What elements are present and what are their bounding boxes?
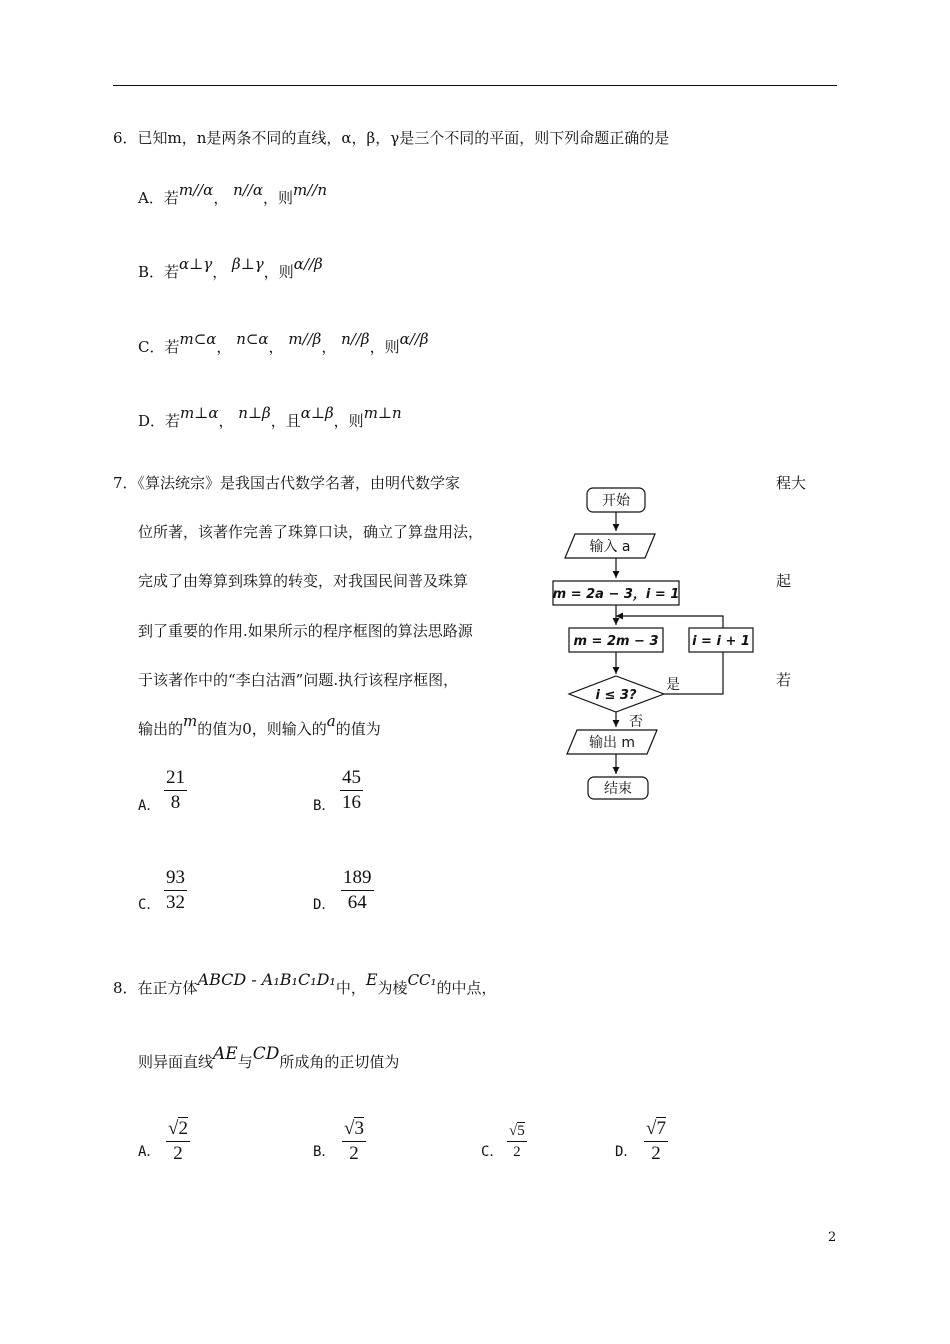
flow-update-i-text: i = i + 1	[692, 634, 750, 649]
q7-line-3: 完成了由筹算到珠算的转变，对我国民间普及珠算	[138, 572, 469, 590]
q7-option-a-label: A．	[138, 798, 161, 814]
q7-option-d-label: D．	[313, 897, 336, 913]
flow-end-text: 结束	[604, 781, 632, 797]
q7-option-a-fraction: $\frac{21}{8}$	[166, 767, 185, 813]
q6-option-d: D．若m⊥α， n⊥β，且α⊥β，则m⊥n	[138, 404, 402, 430]
flowchart	[545, 480, 765, 805]
q8-option-c-fraction: $\frac{√5}{2}$	[509, 1123, 525, 1160]
q8-option-d-fraction: $\frac{√7}{2}$	[646, 1118, 666, 1164]
q7-line-1: 7．《算法统宗》是我国古代数学名著，由明代数学家	[113, 474, 461, 492]
q8-line-2: 则异面直线AE与CD所成角的正切值为	[138, 1044, 400, 1071]
q6-stem: 6．已知m，n是两条不同的直线，α，β，γ是三个不同的平面，则下列命题正确的是	[113, 129, 670, 147]
flow-update-m-text: m = 2m − 3	[573, 634, 659, 649]
q8-option-c-label: C．	[481, 1144, 504, 1160]
flow-condition-text: i ≤ 3?	[595, 688, 637, 703]
q7-line-5-right: 若	[776, 671, 792, 689]
q7-line-6: 输出的m的值为0，则输入的a的值为	[138, 712, 381, 738]
flow-loop-back	[616, 616, 723, 628]
q8-option-d-label: D．	[615, 1144, 638, 1160]
q6-option-b: B．若α⊥γ， β⊥γ，则α//β	[138, 255, 323, 281]
q7-line-2: 位所著，该著作完善了珠算口诀，确立了算盘用法，	[138, 523, 484, 541]
q7-option-c-fraction: $\frac{93}{32}$	[166, 867, 185, 913]
flow-yes-label: 是	[666, 677, 680, 693]
flow-no-label: 否	[629, 714, 643, 730]
q8-option-b-fraction: $\frac{√3}{2}$	[344, 1118, 364, 1164]
q7-line-3-right: 起	[776, 572, 792, 590]
q8-line-1: 8．在正方体ABCD - A₁B₁C₁D₁中，E为棱CC₁的中点，	[113, 970, 497, 997]
q8-option-a-fraction: $\frac{√2}{2}$	[168, 1118, 188, 1164]
q6-option-c: C．若m⊂α， n⊂α， m//β， n//β，则α//β	[138, 330, 429, 356]
flow-start-text: 开始	[602, 493, 630, 509]
q7-line-5: 于该著作中的“李白沽酒”问题.执行该程序框图，	[138, 671, 459, 689]
q7-option-b-label: B．	[313, 798, 336, 814]
q8-option-b-label: B．	[313, 1144, 336, 1160]
q7-line-1-right: 程大	[776, 474, 807, 492]
q6-option-a: A．若m//α， n//α，则m//n	[138, 181, 328, 207]
q7-option-d-fraction: $\frac{189}{64}$	[343, 867, 372, 913]
header-rule	[113, 85, 837, 86]
q7-line-4: 到了重要的作用.如果所示的程序框图的算法思路源	[138, 622, 473, 640]
flow-input-text: 输入 a	[589, 539, 631, 555]
flow-init-text: m = 2a − 3，i = 1	[552, 587, 680, 602]
page-number: 2	[828, 1230, 837, 1245]
q7-option-b-fraction: $\frac{45}{16}$	[342, 767, 361, 813]
flow-output-text: 输出 m	[588, 735, 636, 751]
q8-option-a-label: A．	[138, 1144, 161, 1160]
q7-option-c-label: C．	[138, 897, 161, 913]
